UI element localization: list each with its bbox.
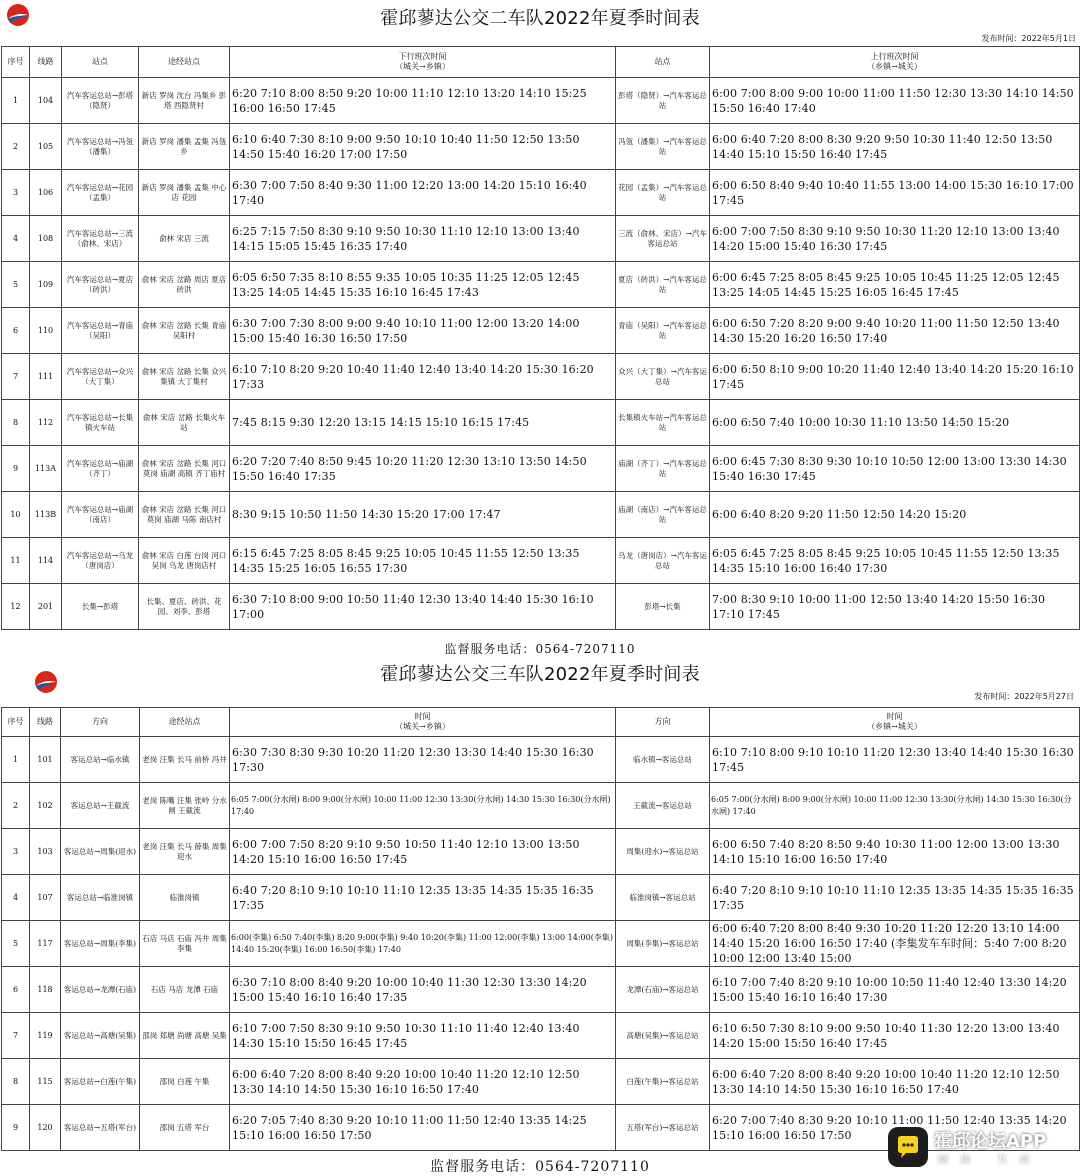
table-row bbox=[2, 829, 1080, 875]
cell-via: 石店 马店 龙潭 石庙 bbox=[140, 967, 230, 1013]
cell-up-times: 6:00 6:45 7:30 8:30 9:30 10:10 10:50 12:00 13:00 13:30 14:30 15:40 16:30 17:45 bbox=[710, 446, 1080, 492]
cell-up-times: 6:00 6:45 7:25 8:05 8:45 9:25 10:05 10:45 11:25 12:05 12:45 13:25 14:05 14:45 15:25 16:05 16:45 17:45 bbox=[710, 262, 1080, 308]
cell-line: 112 bbox=[30, 400, 62, 446]
cell-direction2: 周集(迎水)→客运总站 bbox=[616, 829, 710, 875]
cell-via: 新店 罗岗 潘集 孟集 冯瓴乡 bbox=[139, 124, 230, 170]
cell-via: 俞林 宋店 三流 bbox=[139, 216, 230, 262]
cell-down-times: 8:30 9:15 10:50 11:50 14:30 15:20 17:00 17:47 bbox=[230, 492, 616, 538]
cell-via: 老岗 陈嘴 汪集 张岭 分水闸 王截流 bbox=[140, 783, 230, 829]
cell-up-times: 6:00 6:50 7:40 10:00 10:30 11:10 13:50 14:50 15:20 bbox=[710, 400, 1080, 446]
cell-station2: 彭塔→长集 bbox=[616, 584, 710, 630]
cell-up-times: 6:10 7:10 8:00 9:10 10:10 11:20 12:30 13:40 14:40 15:30 16:30 17:45 bbox=[710, 737, 1080, 783]
hotline: 监督服务电话：0564-7207110 bbox=[430, 1159, 650, 1175]
cell-line: 108 bbox=[30, 216, 62, 262]
header-direction: 方向 bbox=[61, 708, 140, 737]
cell-down-times: 6:30 7:00 7:30 8:00 9:00 9:40 10:10 11:00 12:00 13:20 14:00 15:00 15:40 16:30 16:50 17:50 bbox=[230, 308, 616, 354]
cell-up-times: 6:10 6:50 7:30 8:10 9:00 9:50 10:40 11:30 12:20 13:00 13:40 14:20 15:00 15:50 16:40 17:45 bbox=[710, 1013, 1080, 1059]
cell-direction2: 高塘(吴集)→客运总站 bbox=[616, 1013, 710, 1059]
cell-up-times: 7:00 8:30 9:10 10:00 11:00 12:50 13:40 14:20 15:50 16:30 17:10 17:45 bbox=[710, 584, 1080, 630]
header-via: 途经站点 bbox=[140, 708, 230, 737]
cell-no: 2 bbox=[2, 783, 30, 829]
cell-station: 汽车客运总站→庙湖（齐丁） bbox=[62, 446, 139, 492]
table-row bbox=[2, 584, 1080, 630]
timetable bbox=[1, 46, 1080, 630]
cell-down-times: 6:20 7:20 7:40 8:50 9:45 10:20 11:20 12:30 13:10 13:50 14:50 15:50 16:40 17:35 bbox=[230, 446, 616, 492]
header-line: 线路 bbox=[30, 708, 61, 737]
cell-via: 俞林 宋店 岔路 周店 夏店 砖洪 bbox=[139, 262, 230, 308]
publish-date: 发布时间：2022年5月1日 bbox=[981, 34, 1076, 43]
cell-down-times: 6:40 7:20 8:10 9:10 10:10 11:10 12:35 13:35 14:35 15:35 16:35 17:35 bbox=[230, 875, 616, 921]
table-row bbox=[2, 967, 1080, 1013]
header-time-up: 时间 （乡镇→城关） bbox=[710, 708, 1080, 737]
cell-no: 11 bbox=[2, 538, 30, 584]
table-row bbox=[2, 446, 1080, 492]
cell-line: 115 bbox=[30, 1059, 61, 1105]
cell-direction2: 白莲(午集)→客运总站 bbox=[616, 1059, 710, 1105]
cell-direction2: 临淮岗镇→客运总站 bbox=[616, 875, 710, 921]
cell-no: 4 bbox=[2, 216, 30, 262]
cell-via: 新店 罗岗 沈台 冯集乡 彭塔 西隐贤村 bbox=[139, 78, 230, 124]
cell-direction: 客运总站→周集(李集) bbox=[61, 921, 140, 967]
cell-down-times: 6:10 7:00 7:50 8:30 9:10 9:50 10:30 11:10 11:40 12:40 13:40 14:30 15:10 15:50 16:45 17:45 bbox=[230, 1013, 616, 1059]
cell-station2: 长集镇火车站→汽车客运总站 bbox=[616, 400, 710, 446]
hotline: 监督服务电话：0564-7207110 bbox=[444, 642, 636, 656]
cell-direction2: 龙潭(石庙)→客运总站 bbox=[616, 967, 710, 1013]
header-station2: 站点 bbox=[616, 47, 710, 78]
watermark-name: 霍邱论坛APP bbox=[934, 1131, 1047, 1152]
cell-no: 2 bbox=[2, 124, 30, 170]
header-down: 下行班次时间 （城关→乡镇） bbox=[230, 47, 616, 78]
cell-via: 俞林 宋店 岔路 长集火车站 bbox=[139, 400, 230, 446]
table-row bbox=[2, 216, 1080, 262]
cell-via: 邵岗 郑塘 尚塘 高塘 吴集 bbox=[140, 1013, 230, 1059]
cell-up-times: 6:00 7:00 7:50 8:30 9:10 9:50 10:30 11:20 12:10 13:00 13:40 14:20 15:00 15:40 16:30 17:45 bbox=[710, 216, 1080, 262]
cell-no: 5 bbox=[2, 262, 30, 308]
table-row bbox=[2, 1059, 1080, 1105]
cell-line: 102 bbox=[30, 783, 61, 829]
cell-no: 1 bbox=[2, 737, 30, 783]
cell-station2: 三流（俞林、宋店）→汽车客运总站 bbox=[616, 216, 710, 262]
cell-line: 111 bbox=[30, 354, 62, 400]
cell-up-times: 6:00 6:40 7:20 8:00 8:30 9:20 9:50 10:30 11:40 12:50 13:50 14:40 15:10 15:50 16:40 17:45 bbox=[710, 124, 1080, 170]
cell-down-times: 6:30 7:10 8:00 8:40 9:20 10:00 10:40 11:30 12:30 13:30 14:20 15:00 15:40 16:10 16:40 17:35 bbox=[230, 967, 616, 1013]
cell-direction: 客运总站→五塔(军台) bbox=[61, 1105, 140, 1151]
cell-station: 汽车客运总站→长集镇火车站 bbox=[62, 400, 139, 446]
table-row bbox=[2, 400, 1080, 446]
cell-via: 俞林 宋店 岔路 长集 众兴集镇 大丁集村 bbox=[139, 354, 230, 400]
cell-no: 4 bbox=[2, 875, 30, 921]
cell-down-times: 6:30 7:30 8:30 9:30 10:20 11:20 12:30 13:30 14:40 15:30 16:30 17:30 bbox=[230, 737, 616, 783]
cell-station2: 冯瓴（潘集）→汽车客运总站 bbox=[616, 124, 710, 170]
cell-down-times: 6:00 6:40 7:20 8:00 8:40 9:20 10:00 10:40 11:20 12:10 12:50 13:30 14:10 14:50 15:30 16:10 16:50 17:40 bbox=[230, 1059, 616, 1105]
cell-no: 8 bbox=[2, 400, 30, 446]
page-title: 霍邱蓼达公交三车队2022年夏季时间表 bbox=[380, 664, 700, 685]
cell-direction: 客运总站→临淮岗镇 bbox=[61, 875, 140, 921]
header-station: 站点 bbox=[62, 47, 139, 78]
cell-station: 汽车客运总站→花园（孟集） bbox=[62, 170, 139, 216]
cell-line: 117 bbox=[30, 921, 61, 967]
cell-up-times: 6:00 6:50 7:20 8:20 9:00 9:40 10:20 11:00 11:50 12:50 13:40 14:30 15:20 16:20 16:50 17:40 bbox=[710, 308, 1080, 354]
cell-station: 汽车客运总站→乌龙（唐岗店） bbox=[62, 538, 139, 584]
cell-via: 俞林 宋店 白莲 台岗 河口 吴岗 乌龙 唐岗店村 bbox=[139, 538, 230, 584]
header-direction2: 方向 bbox=[616, 708, 710, 737]
cell-no: 6 bbox=[2, 308, 30, 354]
cell-no: 5 bbox=[2, 921, 30, 967]
cell-line: 106 bbox=[30, 170, 62, 216]
cell-down-times: 6:00(李集) 6:50 7:40(李集) 8:20 9:00(李集) 9:40 10:20(李集) 11:00 12:00(李集) 13:00 14:00(李集) 14:40 15:20(李集) 16:00 16:50(李集) 17:40 bbox=[230, 921, 616, 967]
cell-down-times: 6:20 7:10 8:00 8:50 9:20 10:00 11:10 12:10 13:20 14:10 15:25 16:00 16:50 17:45 bbox=[230, 78, 616, 124]
cell-via: 石店 马店 石庙 冯井 周集 李集 bbox=[140, 921, 230, 967]
cell-no: 3 bbox=[2, 170, 30, 216]
cell-direction: 客运总站→白莲(午集) bbox=[61, 1059, 140, 1105]
cell-line: 113A bbox=[30, 446, 62, 492]
cell-line: 118 bbox=[30, 967, 61, 1013]
cell-station2: 庙湖（南店）→汽车客运总站 bbox=[616, 492, 710, 538]
cell-up-times: 6:00 6:50 8:40 9:40 10:40 11:55 13:00 14:00 15:30 16:10 17:00 17:45 bbox=[710, 170, 1080, 216]
table-row bbox=[2, 170, 1080, 216]
cell-line: 201 bbox=[30, 584, 62, 630]
header-no: 序号 bbox=[2, 708, 30, 737]
cell-down-times: 6:15 6:45 7:25 8:05 8:45 9:25 10:05 10:45 11:55 12:50 13:35 14:35 15:25 16:05 16:55 17:30 bbox=[230, 538, 616, 584]
table-row bbox=[2, 1013, 1080, 1059]
table-row bbox=[2, 124, 1080, 170]
table-row bbox=[2, 921, 1080, 967]
cell-via: 临淮岗镇 bbox=[140, 875, 230, 921]
header-via: 途经站点 bbox=[139, 47, 230, 78]
table-row bbox=[2, 737, 1080, 783]
cell-direction2: 临水镇→客运总站 bbox=[616, 737, 710, 783]
cell-no: 6 bbox=[2, 967, 30, 1013]
cell-no: 7 bbox=[2, 1013, 30, 1059]
cell-via: 俞林 宋店 岔路 长集 河口 莫岗 庙湖 马陈 南店村 bbox=[139, 492, 230, 538]
cell-direction: 客运总站→龙潭(石庙) bbox=[61, 967, 140, 1013]
cell-up-times: 6:00 6:40 8:20 9:20 11:50 12:50 14:20 15:20 bbox=[710, 492, 1080, 538]
chat-bubble-icon bbox=[888, 1127, 928, 1167]
cell-direction: 客运总站→高塘(吴集) bbox=[61, 1013, 140, 1059]
cell-station2: 庙湖（齐丁）→汽车客运总站 bbox=[616, 446, 710, 492]
cell-down-times: 6:25 7:15 7:50 8:30 9:10 9:50 10:30 11:10 12:10 13:00 13:40 14:15 15:05 15:45 16:35 17:40 bbox=[230, 216, 616, 262]
cell-station: 长集→彭塔 bbox=[62, 584, 139, 630]
cell-line: 105 bbox=[30, 124, 62, 170]
cell-via: 长集、夏店、砖洪、花园、刘李、彭塔 bbox=[139, 584, 230, 630]
timetable bbox=[1, 707, 1080, 1151]
cell-up-times: 6:05 6:45 7:25 8:05 8:45 9:25 10:05 10:45 11:55 12:50 13:35 14:35 15:10 16:00 16:40 17:30 bbox=[710, 538, 1080, 584]
cell-no: 7 bbox=[2, 354, 30, 400]
cell-no: 9 bbox=[2, 446, 30, 492]
page-title: 霍邱蓼达公交二车队2022年夏季时间表 bbox=[380, 8, 700, 29]
cell-up-times: 6:00 7:00 8:00 9:00 10:00 11:00 11:50 12:30 13:30 14:10 14:50 15:50 16:40 17:40 bbox=[710, 78, 1080, 124]
cell-up-times: 6:05 7:00(分水闸) 8:00 9:00(分水闸) 10:00 11:00 12:30 13:30(分水闸) 14:30 15:30 16:30(分水闸) 17:40 bbox=[710, 783, 1080, 829]
watermark-subtitle: 阅读 互动 bbox=[938, 1155, 1042, 1166]
cell-station: 汽车客运总站→庙湖（南店） bbox=[62, 492, 139, 538]
table-row bbox=[2, 875, 1080, 921]
cell-line: 110 bbox=[30, 308, 62, 354]
cell-down-times: 6:10 7:10 8:20 9:20 10:40 11:40 12:40 13:40 14:20 15:30 16:20 17:33 bbox=[230, 354, 616, 400]
cell-line: 103 bbox=[30, 829, 61, 875]
cell-direction2: 周集(李集)→客运总站 bbox=[616, 921, 710, 967]
table-row bbox=[2, 783, 1080, 829]
cell-station: 汽车客运总站→彭塔（隐贤） bbox=[62, 78, 139, 124]
header-no: 序号 bbox=[2, 47, 30, 78]
cell-station: 汽车客运总站→夏店（砖洪） bbox=[62, 262, 139, 308]
cell-up-times: 6:00 6:40 7:20 8:00 8:40 9:20 10:00 10:40 11:20 12:10 12:50 13:30 14:10 14:50 15:30 16:10 16:50 17:40 bbox=[710, 1059, 1080, 1105]
cell-via: 俞林 宋店 岔路 长集 河口 莫岗 庙湖 高镇 齐丁庙村 bbox=[139, 446, 230, 492]
cell-no: 1 bbox=[2, 78, 30, 124]
cell-via: 老岗 汪集 长马 前桥 冯井 bbox=[140, 737, 230, 783]
cell-station: 汽车客运总站→青庙（吴阳） bbox=[62, 308, 139, 354]
cell-no: 3 bbox=[2, 829, 30, 875]
table-row bbox=[2, 354, 1080, 400]
cell-station2: 乌龙（唐岗店）→汽车客运总站 bbox=[616, 538, 710, 584]
cell-down-times: 6:05 6:50 7:35 8:10 8:55 9:35 10:05 10:35 11:25 12:05 12:45 13:25 14:05 14:45 15:35 16:10 16:45 17:43 bbox=[230, 262, 616, 308]
header-line: 线路 bbox=[30, 47, 62, 78]
cell-up-times: 6:10 7:00 7:40 8:20 9:10 10:00 10:50 11:40 12:40 13:30 14:20 15:00 15:40 16:10 16:40 17:30 bbox=[710, 967, 1080, 1013]
table-row bbox=[2, 262, 1080, 308]
cell-up-times: 6:00 6:50 7:40 8:20 8:50 9:40 10:30 11:00 12:00 13:00 13:30 14:10 15:10 16:00 16:50 17:40 bbox=[710, 829, 1080, 875]
cell-no: 9 bbox=[2, 1105, 30, 1151]
table-row bbox=[2, 308, 1080, 354]
cell-via: 邵岗 白莲 午集 bbox=[140, 1059, 230, 1105]
header-up: 上行班次时间 （乡镇→城关） bbox=[710, 47, 1080, 78]
cell-line: 104 bbox=[30, 78, 62, 124]
cell-down-times: 7:45 8:15 9:30 12:20 13:15 14:15 15:10 16:15 17:45 bbox=[230, 400, 616, 446]
cell-station: 汽车客运总站→众兴（大丁集） bbox=[62, 354, 139, 400]
cell-station2: 青庙（吴阳）→汽车客运总站 bbox=[616, 308, 710, 354]
cell-direction2: 王截流→客运总站 bbox=[616, 783, 710, 829]
cell-station2: 花园（孟集）→汽车客运总站 bbox=[616, 170, 710, 216]
cell-down-times: 6:20 7:05 7:40 8:30 9:20 10:10 11:00 11:50 12:40 13:35 14:25 15:10 16:00 16:50 17:50 bbox=[230, 1105, 616, 1151]
cell-line: 113B bbox=[30, 492, 62, 538]
publish-date: 发布时间：2022年5月27日 bbox=[974, 692, 1074, 701]
cell-line: 119 bbox=[30, 1013, 61, 1059]
table-row bbox=[2, 78, 1080, 124]
cell-up-times: 6:00 6:50 8:10 9:00 10:20 11:40 12:40 13:40 14:20 15:20 16:10 17:45 bbox=[710, 354, 1080, 400]
cell-down-times: 6:30 7:00 7:50 8:40 9:30 11:00 12:20 13:00 14:20 15:10 16:40 17:40 bbox=[230, 170, 616, 216]
cell-line: 120 bbox=[30, 1105, 61, 1151]
cell-via: 俞林 宋店 岔路 长集 青庙 吴阳村 bbox=[139, 308, 230, 354]
cell-station2: 夏店（砖洪）→汽车客运总站 bbox=[616, 262, 710, 308]
cell-up-times: 6:20 7:00 7:40 8:30 9:20 10:10 11:00 11:50 12:40 13:35 14:20 15:10 16:00 16:50 17:50 bbox=[710, 1105, 1080, 1151]
app-watermark bbox=[888, 1123, 1078, 1171]
cell-via: 邵岗 五塔 军台 bbox=[140, 1105, 230, 1151]
table-row bbox=[2, 492, 1080, 538]
table-row bbox=[2, 538, 1080, 584]
cell-station: 汽车客运总站→冯瓴（潘集） bbox=[62, 124, 139, 170]
cell-direction: 客运总站→临水镇 bbox=[61, 737, 140, 783]
header-time-down: 时间 （城关→乡镇） bbox=[230, 708, 616, 737]
cell-via: 老岗 汪集 长马 薛集 周集 迎水 bbox=[140, 829, 230, 875]
cell-down-times: 6:30 7:10 8:00 9:00 10:50 11:40 12:30 13:40 14:40 15:30 16:10 17:00 bbox=[230, 584, 616, 630]
cell-direction: 客运总站→王截流 bbox=[61, 783, 140, 829]
cell-line: 107 bbox=[30, 875, 61, 921]
cell-direction2: 五塔(军台)→客运总站 bbox=[616, 1105, 710, 1151]
cell-down-times: 6:05 7:00(分水闸) 8:00 9:00(分水闸) 10:00 11:00 12:30 13:30(分水闸) 14:30 15:30 16:30(分水闸) 17:40 bbox=[230, 783, 616, 829]
cell-no: 8 bbox=[2, 1059, 30, 1105]
cell-line: 101 bbox=[30, 737, 61, 783]
cell-line: 109 bbox=[30, 262, 62, 308]
cell-station: 汽车客运总站→三流（俞林、宋店） bbox=[62, 216, 139, 262]
cell-line: 114 bbox=[30, 538, 62, 584]
cell-station2: 众兴（大丁集）→汽车客运总站 bbox=[616, 354, 710, 400]
cell-via: 新店 罗岗 潘集 孟集 中心店 花园 bbox=[139, 170, 230, 216]
cell-up-times: 6:00 6:40 7:20 8:00 8:40 9:30 10:20 11:20 12:20 13:10 14:00 14:40 15:20 16:00 16:50 17:40 (李集发车车时间：5:40 7:00 8:20 10:00 12:00 13:40 15:00 bbox=[710, 921, 1080, 967]
cell-station2: 彭塔（隐贤）→汽车客运总站 bbox=[616, 78, 710, 124]
cell-no: 12 bbox=[2, 584, 30, 630]
cell-down-times: 6:00 7:00 7:50 8:20 9:10 9:50 10:50 11:40 12:10 13:00 13:50 14:20 15:10 16:00 16:50 17:45 bbox=[230, 829, 616, 875]
cell-up-times: 6:40 7:20 8:10 9:10 10:10 11:10 12:35 13:35 14:35 15:35 16:35 17:35 bbox=[710, 875, 1080, 921]
cell-no: 10 bbox=[2, 492, 30, 538]
cell-direction: 客运总站→周集(迎水) bbox=[61, 829, 140, 875]
cell-down-times: 6:10 6:40 7:30 8:10 9:00 9:50 10:10 10:40 11:50 12:50 13:50 14:50 15:40 16:20 17:00 17:50 bbox=[230, 124, 616, 170]
